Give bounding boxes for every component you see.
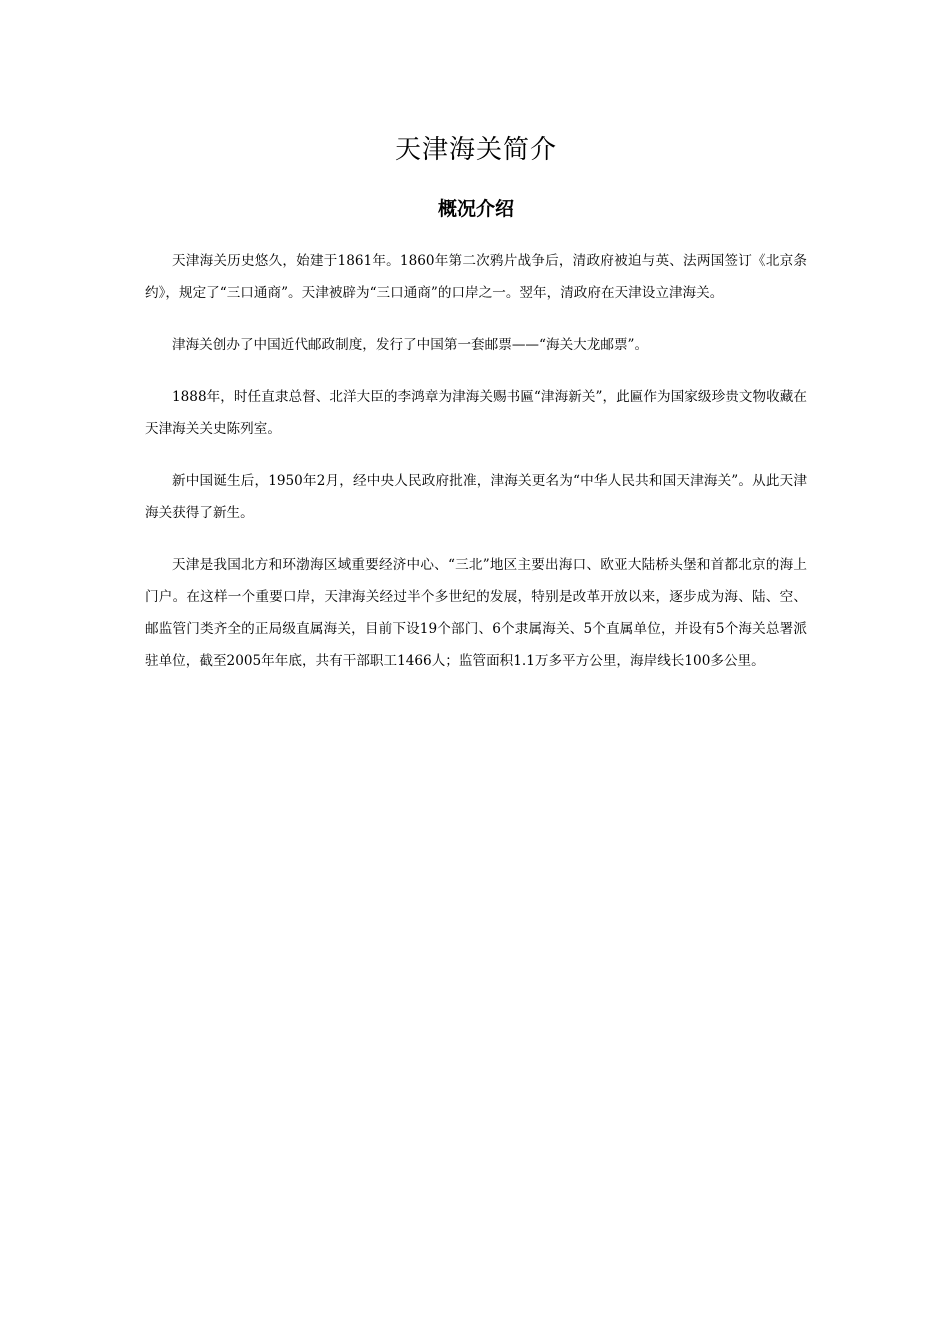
paragraph-overview: 天津是我国北方和环渤海区域重要经济中心、“三北”地区主要出海口、欧亚大陆桥头堡和首都北京的海上门户。在这样一个重要口岸，天津海关经过半个多世纪的发展，特别是改革开放以来，逐步成为海、陆、空、邮监管门类齐全的正局级直属海关，目前下设19个部门、6个隶属海关、5个直属单位，并设有5个海关总署派驻单位，截至2005年年底，共有干部职工1466人；监管面积1.1万多平方公里，海岸线长100多公里。 (145, 557, 807, 669)
section-heading: 概况介绍 (437, 198, 514, 220)
document-body (145, 128, 807, 677)
page-title: 天津海关简介 (394, 135, 557, 165)
paragraph-plaque: 1888年，时任直隶总督、北洋大臣的李鸿章为津海关赐书匾“津海新关”，此匾作为国家级珍贵文物收藏在天津海关关史陈列室。 (145, 389, 807, 437)
paragraph-postal: 津海关创办了中国近代邮政制度，发行了中国第一套邮票——“海关大龙邮票”。 (172, 337, 649, 353)
paragraph-history: 天津海关历史悠久，始建于1861年。1860年第二次鸦片战争后，清政府被迫与英、法两国签订《北京条约》，规定了“三口通商”。天津被辟为“三口通商”的口岸之一。翌年，清政府在天津设立津海关。 (145, 253, 807, 301)
paragraph-renaming: 新中国诞生后，1950年2月，经中央人民政府批准，津海关更名为“中华人民共和国天津海关”。从此天津海关获得了新生。 (145, 473, 807, 521)
